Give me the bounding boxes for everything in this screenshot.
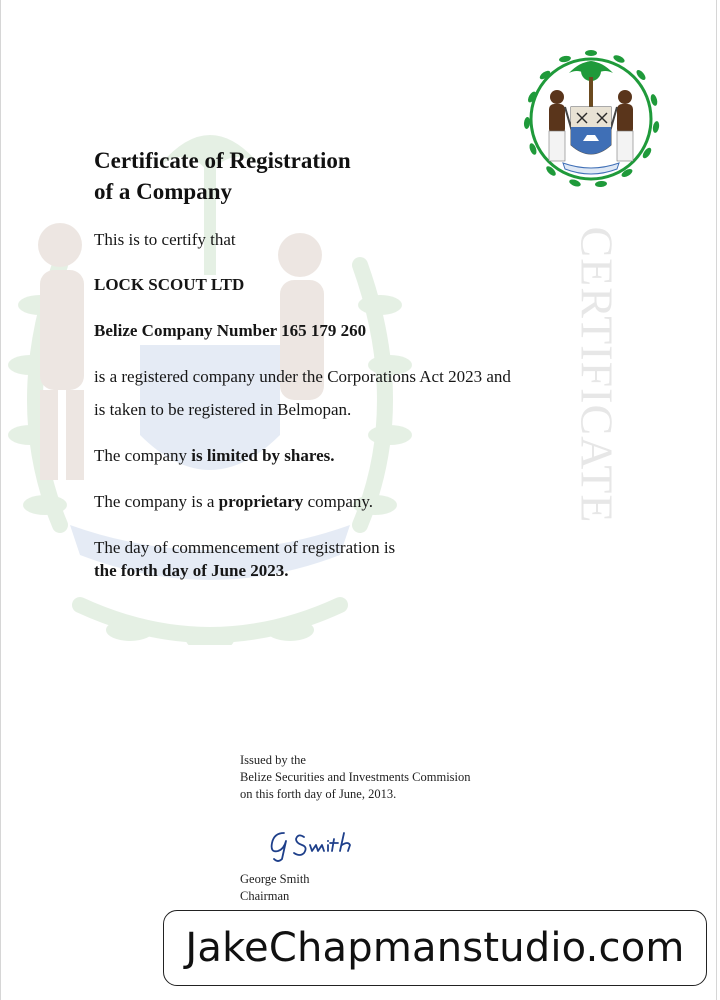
page-border-right [716,0,717,1000]
commencement-date: the forth day of June 2023. [94,561,289,580]
certify-intro: This is to certify that [94,230,236,249]
limited-prefix: The company [94,446,192,465]
signer-block [240,871,310,905]
proprietary-statement [94,490,373,514]
limited-statement [94,444,335,468]
title-line-1: Certificate of Registration [94,148,351,173]
proprietary-bold: proprietary [218,492,304,511]
registration-line-1: is a registered company under the Corporations Act 2023 and [94,367,511,386]
title-line-2: of a Company [94,179,233,204]
signature [260,823,370,863]
issue-date: on this forth day of June, 2013. [240,787,397,801]
signer-title: Chairman [240,889,290,903]
studio-watermark-banner: JakeChapmanstudio.com [163,910,707,986]
commencement-line: The day of commencement of registration is [94,538,396,557]
vertical-certificate-stamp: CERTIFICATE [571,226,623,524]
company-number: Belize Company Number 165 179 260 [94,321,367,340]
issuing-commission: Belize Securities and Investments Commision [240,770,471,784]
signer-name: George Smith [240,872,310,886]
proprietary-prefix: The company is a [94,492,219,511]
limited-bold: is limited by shares. [191,446,335,465]
registration-line-2: is taken to be registered in Belmopan. [94,400,352,419]
company-name: LOCK SCOUT LTD [94,275,245,294]
proprietary-suffix: company. [303,492,374,511]
issued-block [240,752,471,803]
belize-coat-of-arms-icon [519,45,664,190]
certificate-title [94,145,351,207]
issued-by: Issued by the [240,753,306,767]
